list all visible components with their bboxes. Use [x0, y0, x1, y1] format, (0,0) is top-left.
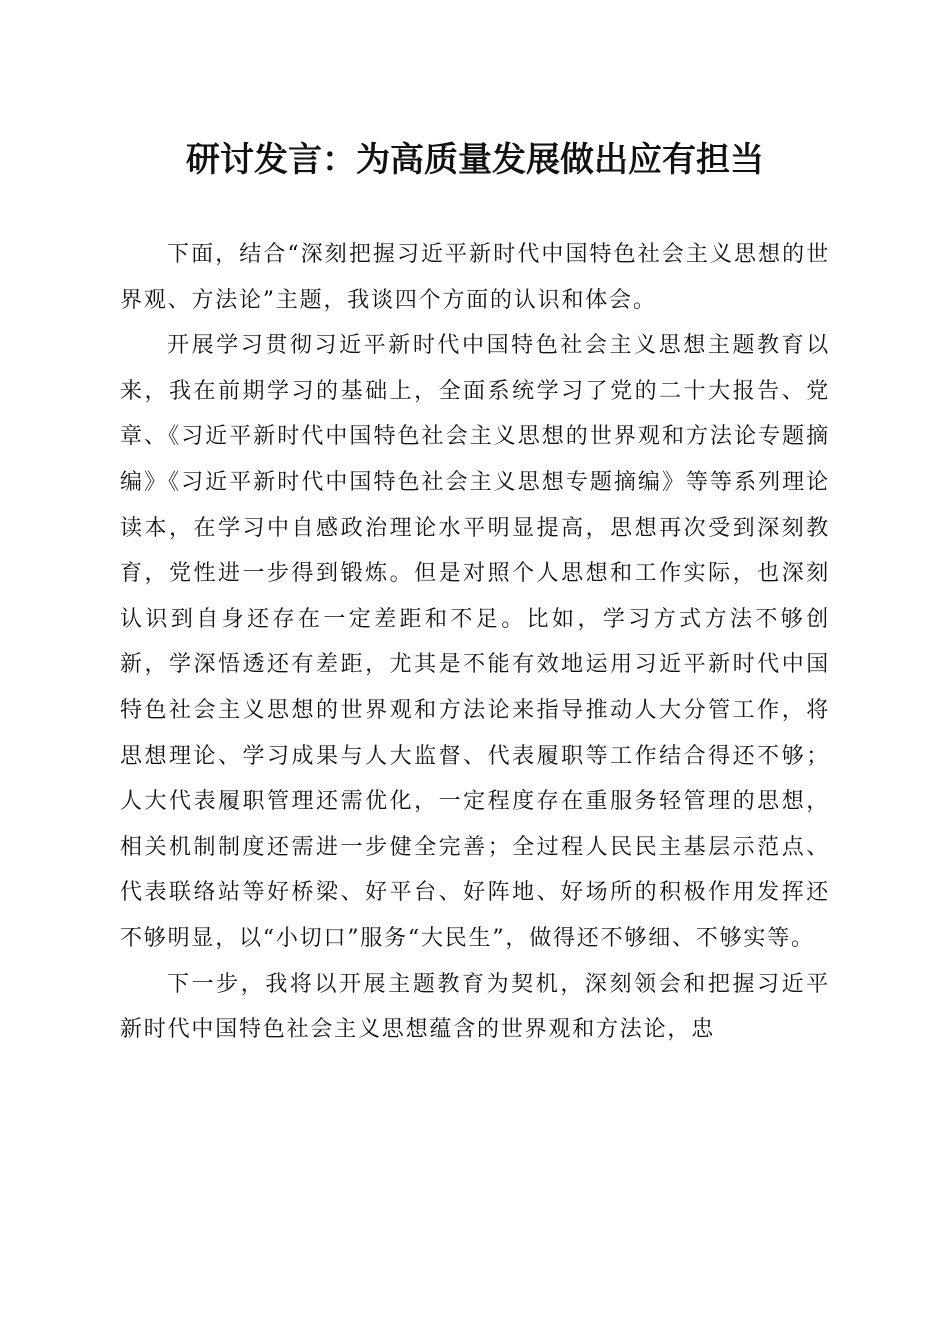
document-body — [120, 232, 830, 1053]
paragraph-intro: 下面，结合“深刻把握习近平新时代中国特色社会主义思想的世界观、方法论”主题，我谈四个方面的认识和体会。 — [120, 242, 830, 313]
paragraph-self-assessment: 开展学习贯彻习近平新时代中国特色社会主义思想主题教育以来，我在前期学习的基础上，全面系统学习了党的二十大报告、党章、《习近平新时代中国特色社会主义思想的世界观和方法论专题摘编》《习近平新时代中国特色社会主义思想专题摘编》等等系列理论读本，在学习中自感政治理论水平明显提高，思想再次受到深刻教育，党性进一步得到锻炼。但是对照个人思想和工作实际，也深刻认识到自身还存在一定差距和不足。比如，学习方式方法不够创新，学深悟透还有差距，尤其是不能有效地运用习近平新时代中国特色社会主义思想的世界观和方法论来指导推动人大分管工作，将思想理论、学习成果与人大监督、代表履职等工作结合得还不够；人大代表履职管理还需优化，一定程度存在重服务轻管理的思想，相关机制制度还需进一步健全完善；全过程人民民主基层示范点、代表联络站等好桥梁、好平台、好阵地、好场所的积极作用发挥还不够明显，以“小切口”服务“大民生”，做得还不够细、不够实等。 — [120, 333, 830, 951]
paragraph-next-steps: 下一步，我将以开展主题教育为契机，深刻领会和把握习近平新时代中国特色社会主义思想蕴含的世界观和方法论，忠 — [120, 971, 830, 1043]
document-title: 研讨发言：为高质量发展做出应有担当 — [186, 140, 764, 180]
